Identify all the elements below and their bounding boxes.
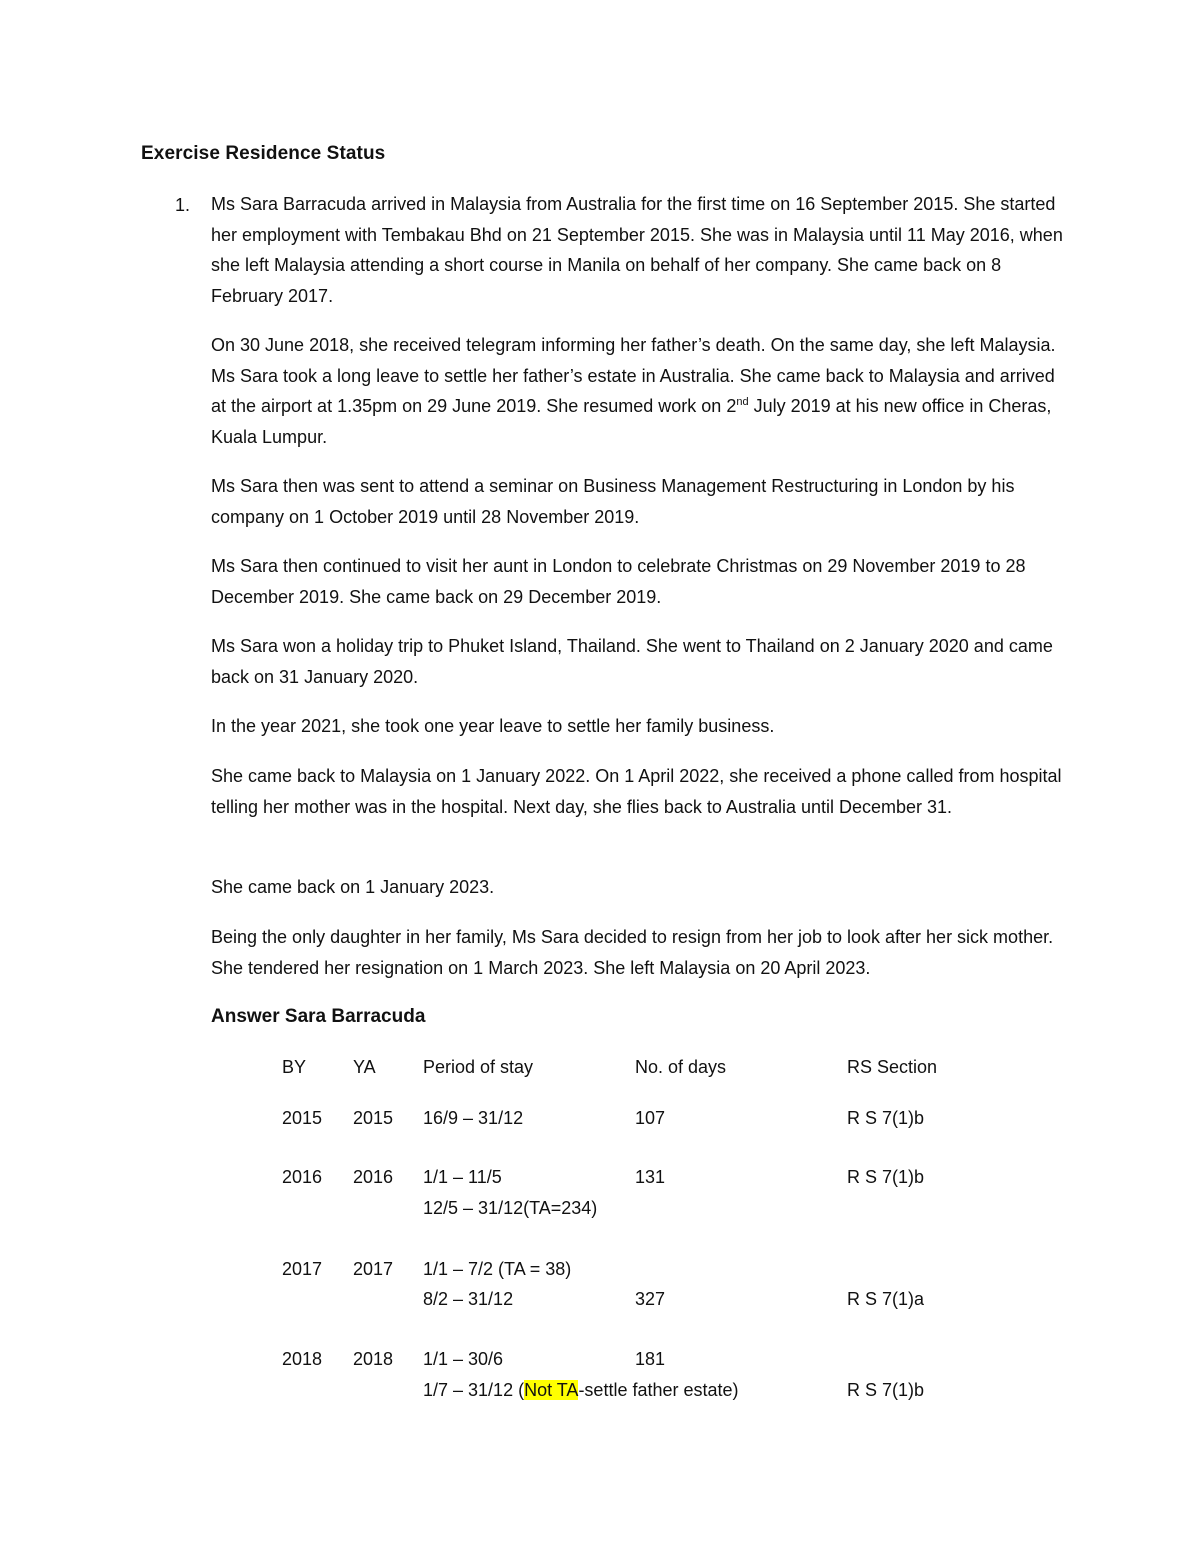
cell-ya: 2015 (353, 1108, 394, 1128)
cell-by: 2017 (282, 1259, 323, 1279)
cell-days: 131 (635, 1167, 666, 1187)
paragraph-phuket: Ms Sara won a holiday trip to Phuket Island, Thailand. She went to Thailand on 2 January 2020 and came back on 31 January 2020. (211, 636, 1053, 687)
header-ya: YA (353, 1057, 376, 1077)
cell-rs: R S 7(1)a (847, 1289, 925, 1309)
cell-ya: 2017 (353, 1259, 394, 1279)
cell-days: 327 (635, 1289, 666, 1309)
cell-rs: R S 7(1)b (847, 1380, 925, 1400)
header-rs: RS Section (847, 1057, 938, 1077)
cell-period-secondary: 8/2 – 31/12 (423, 1289, 514, 1309)
cell-period-secondary (423, 1380, 739, 1401)
cell-period: 1/1 – 30/6 (423, 1349, 504, 1369)
paragraph-father-death-tail: July 2019 at his new office in Cheras, Kuala Lumpur. (211, 396, 1052, 447)
cell-period: 1/1 – 11/5 (423, 1167, 502, 1187)
paragraph-christmas: Ms Sara then continued to visit her aunt in London to celebrate Christmas on 29 November 2019 to 28 December 2019. She came back on 29 December 2019. (211, 556, 1026, 607)
cell-ya: 2016 (353, 1167, 394, 1187)
cell-by: 2016 (282, 1167, 323, 1187)
cell-period: 16/9 – 31/12 (423, 1108, 524, 1128)
cell-rs: R S 7(1)b (847, 1167, 925, 1187)
paragraph-2021: In the year 2021, she took one year leave to settle her family business. (211, 716, 775, 736)
question-number: 1. (175, 195, 191, 215)
highlighted-not-ta: Not TA (524, 1380, 579, 1400)
header-by: BY (282, 1057, 307, 1077)
cell-period: 1/1 – 7/2 (TA = 38) (423, 1259, 572, 1279)
period-suffix: -settle father estate) (578, 1380, 739, 1400)
paragraph-father-death-text: On 30 June 2018, she received telegram informing her father’s death. On the same day, she left Malaysia. Ms Sara took a long leave to settle her father’s estate in Australia. She came back to Malaysia and arrived at the airport at 1.35pm on 29 June 2019. She resumed work on 2 (211, 335, 1056, 416)
header-days: No. of days (635, 1057, 727, 1077)
paragraph-father-death (211, 330, 1071, 452)
period-prefix: 1/7 – 31/12 ( (423, 1380, 525, 1400)
paragraph-resignation: Being the only daughter in her family, Ms Sara decided to resign from her job to look after her sick mother. She tendered her resignation on 1 March 2023. She left Malaysia on 20 April 2023. (211, 927, 1054, 978)
cell-days: 107 (635, 1108, 666, 1128)
cell-period-secondary: 12/5 – 31/12(TA=234) (423, 1198, 598, 1218)
paragraph-2022: She came back to Malaysia on 1 January 2022. On 1 April 2022, she received a phone called from hospital telling her mother was in the hospital. Next day, she flies back to Australia until December 31. (211, 766, 1062, 817)
paragraph-2023-return: She came back on 1 January 2023. (211, 877, 495, 897)
cell-rs: R S 7(1)b (847, 1108, 925, 1128)
cell-ya: 2018 (353, 1349, 394, 1369)
document-title: Exercise Residence Status (141, 143, 386, 164)
answer-title: Answer Sara Barracuda (211, 1006, 426, 1027)
cell-by: 2015 (282, 1108, 323, 1128)
cell-by: 2018 (282, 1349, 323, 1369)
paragraph-seminar: Ms Sara then was sent to attend a seminar on Business Management Restructuring in London by his company on 1 October 2019 until 28 November 2019. (211, 476, 1015, 527)
header-period: Period of stay (423, 1057, 534, 1077)
ordinal-suffix: nd (736, 396, 749, 408)
paragraph-arrival: Ms Sara Barracuda arrived in Malaysia from Australia for the first time on 16 September 2015. She started her employment with Tembakau Bhd on 21 September 2015. She was in Malaysia until 11 May 2016, when she left Malaysia attending a short course in Manila on behalf of her company. She came back on 8 February 2017. (211, 194, 1063, 306)
cell-days: 181 (635, 1349, 666, 1369)
